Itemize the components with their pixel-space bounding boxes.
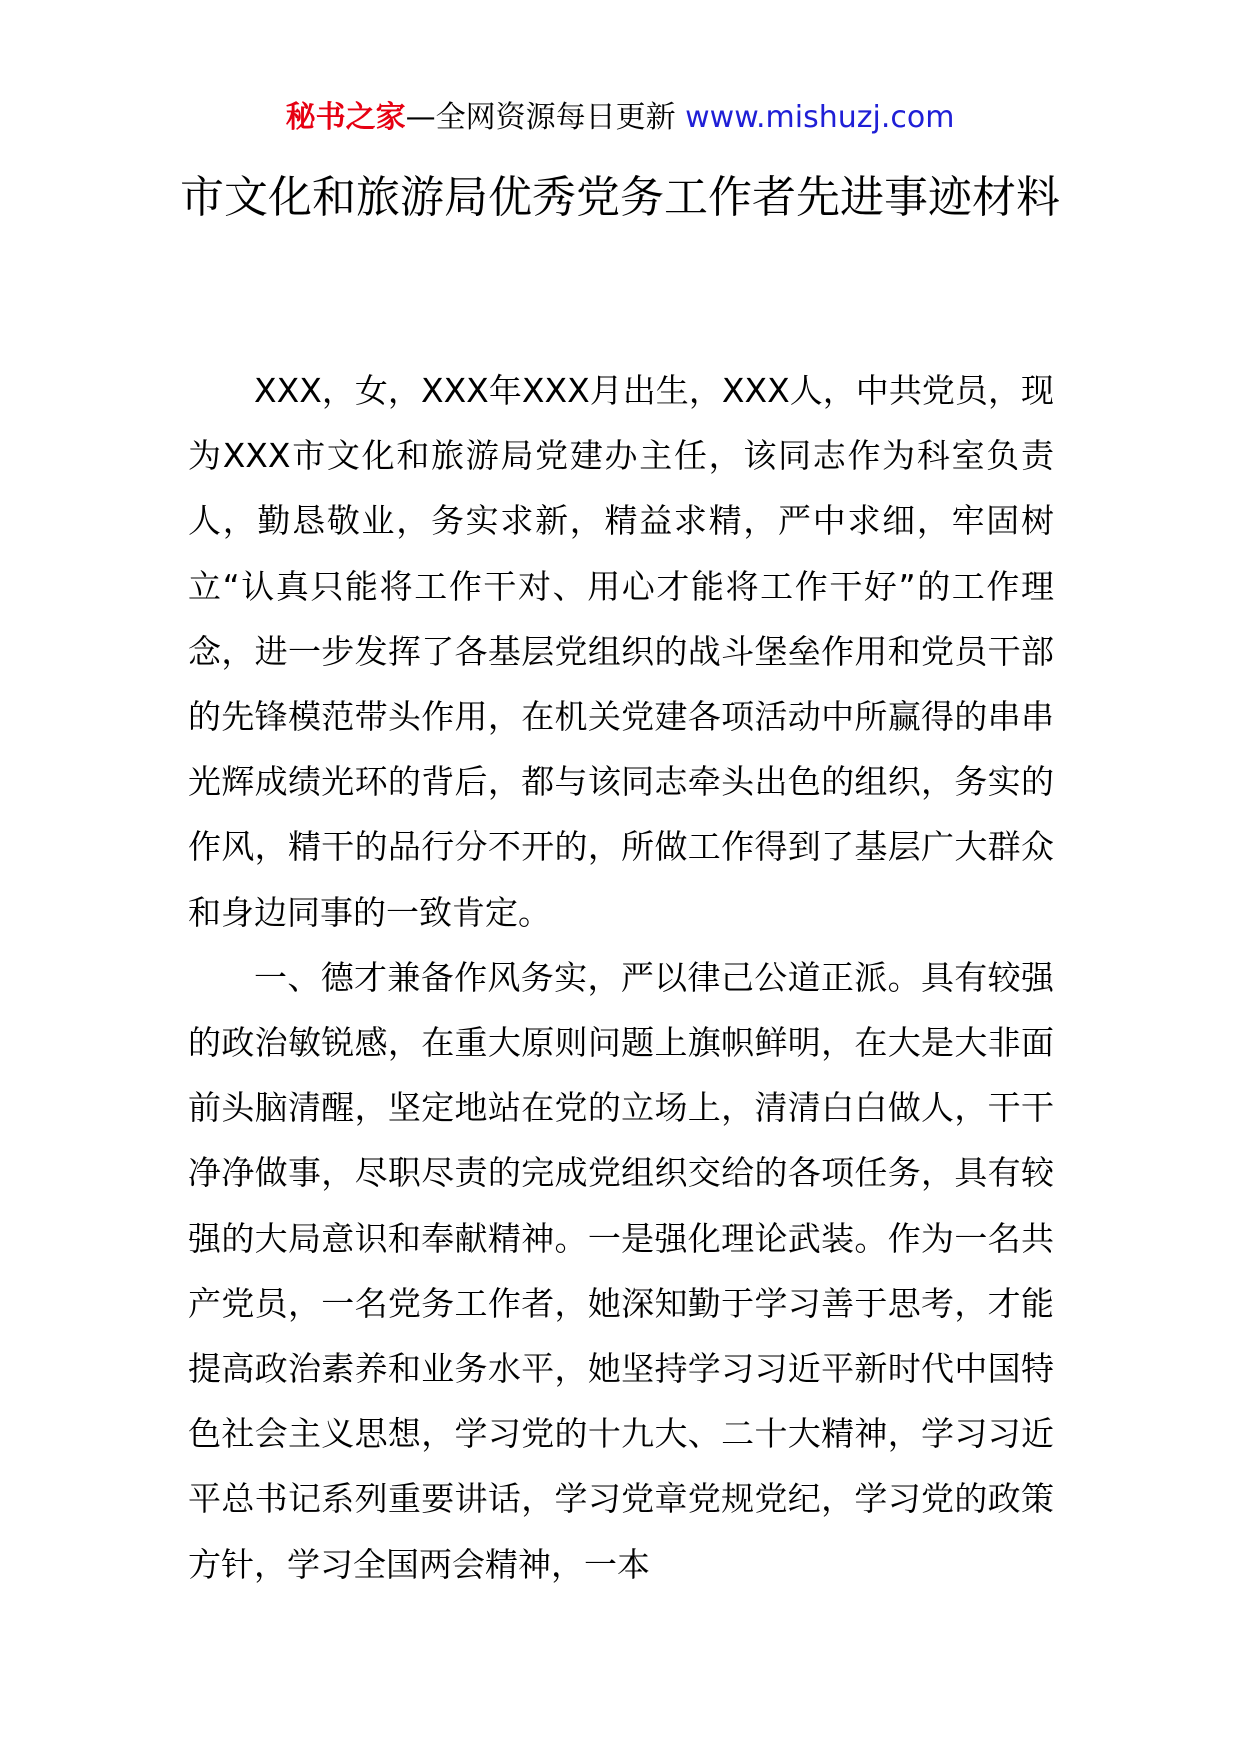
site-url-link[interactable]: www.mishuzj.com [685,100,955,135]
document-title: 市文化和旅游局优秀党务工作者先进事迹材料 [180,172,1060,223]
body-paragraph: XXX，女，XXX年XXX月出生，XXX人，中共党员，现为XXX市文化和旅游局党建办主任，该同志作为科室负责人，勤恳敬业，务实求新，精益求精，严中求细，牢固树立“认真只能将工作干对、用心才能将工作干好”的工作理念，进一步发挥了各基层党组织的战斗堡垒作用和党员干部的先锋模范带头作用，在机关党建各项活动中所赢得的串串光辉成绩光环的背后，都与该同志牵头出色的组织，务实的作风，精干的品行分不开的，所做工作得到了基层广大群众和身边同事的一致肯定。 [188,371,1054,932]
site-header [0,98,1240,138]
body-paragraph: 一、德才兼备作风务实，严以律己公道正派。具有较强的政治敏锐感，在重大原则问题上旗帜鲜明，在大是大非面前头脑清醒，坚定地站在党的立场上，清清白白做人，干干净净做事，尽职尽责的完成党组织交给的各项任务，具有较强的大局意识和奉献精神。一是强化理论武装。作为一名共产党员，一名党务工作者，她深知勤于学习善于思考，才能提高政治素养和业务水平，她坚持学习习近平新时代中国特色社会主义思想，学习党的十九大、二十大精神，学习习近平总书记系列重要讲话，学习党章党规党纪，学习党的政策方针，学习全国两会精神，一本 [188,957,1054,1584]
brand-name: 秘书之家 [285,100,406,135]
document-body [188,358,1054,1597]
header-tagline: —全网资源每日更新 [405,100,676,135]
